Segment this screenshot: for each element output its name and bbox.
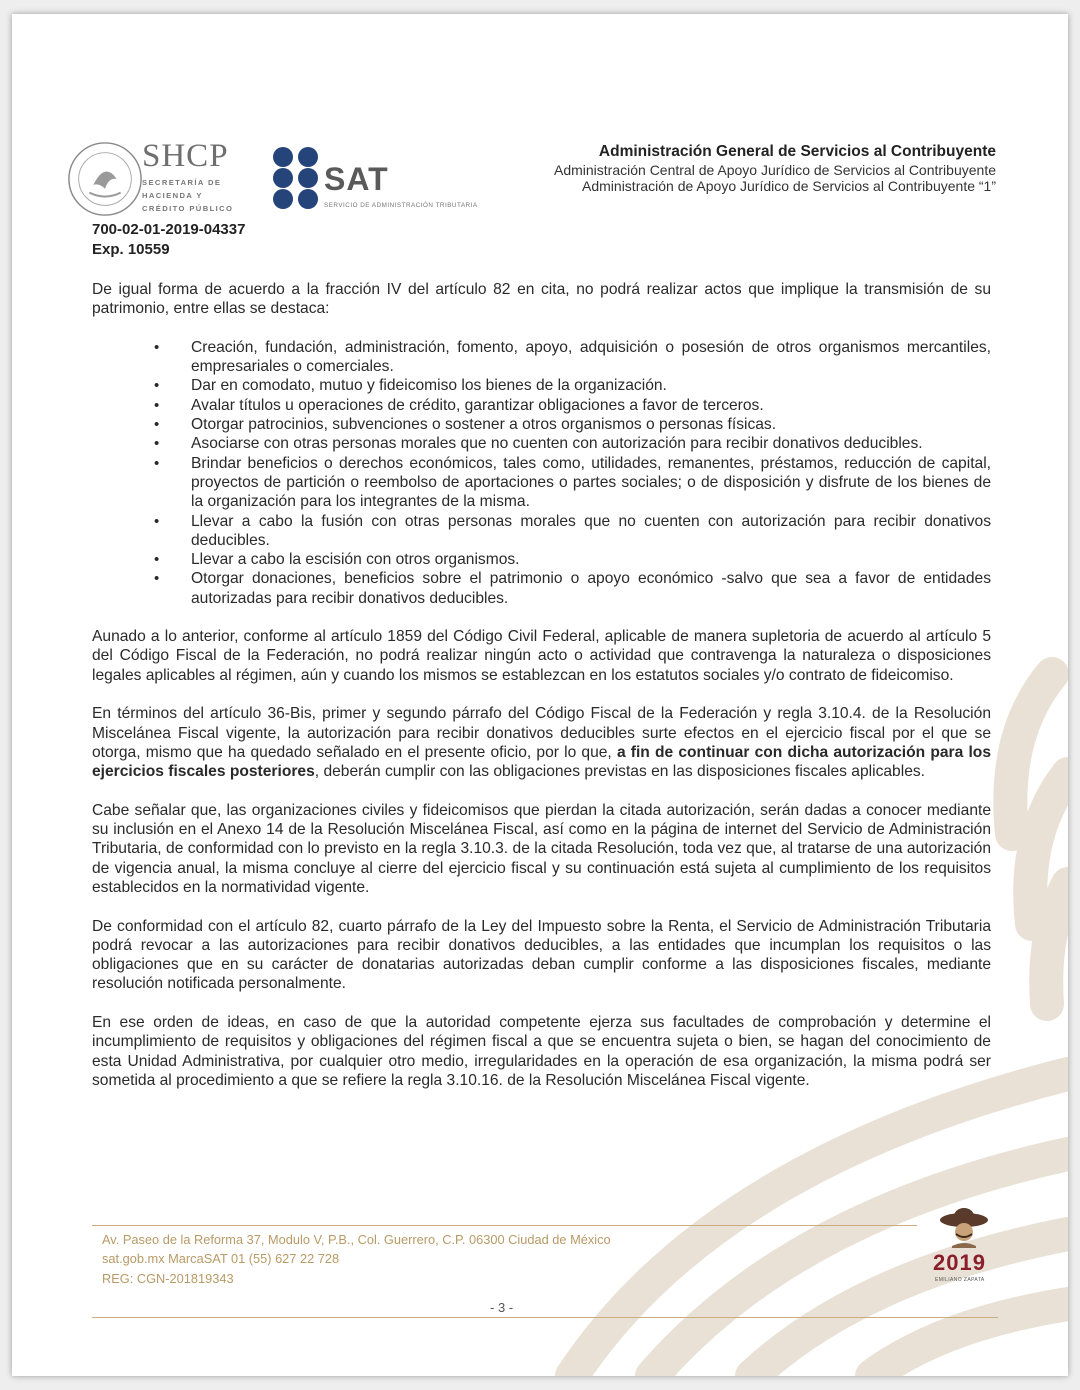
paragraph-procedure: En ese orden de ideas, en caso de que la autoridad competente ejerza sus facultades de comprobación y determine el incumplimiento de requisitos y obligaciones del régimen fiscal a que se encuentra sujeta o bien, se hagan del conocimiento de esta Unidad Administrativa, por cualquier otro medio, irregularidades en la operación de esa organización, la misma podrá ser sometida al procedimiento a que se refiere la regla 3.10.16. de la Resolución Miscelánea Fiscal vigente.	[92, 1013, 991, 1089]
list-item: • Avalar títulos u operaciones de crédito, garantizar obligaciones a favor de terceros.	[92, 396, 991, 415]
year-2019: 2019	[933, 1250, 986, 1275]
prohibited-acts-list	[92, 338, 991, 608]
paragraph-36-bis-bold: a fin de continuar con dicha autorización para los ejercicios fiscales posteriores	[92, 743, 991, 781]
reference-block	[92, 220, 245, 260]
header-line-2: Administración Central de Apoyo Jurídico de Servicios al Contribuyente	[553, 162, 996, 178]
header-administration	[554, 142, 996, 194]
sat-subtitle: SERVICIO DE ADMINISTRACIÓN TRIBUTARIA	[324, 202, 478, 209]
paragraph-36-bis-start: En términos del artículo 36-Bis, primer y segundo párrafo del Código Fiscal de la Federación y regla 3.10.4. de la Resolución Miscelánea Fiscal vigente, la autorización para recibir donativos deducibles surte efectos en el ejercicio fiscal por el que se otorga, mismo que ha quedado señalado en el presente oficio, por lo que,	[92, 705, 991, 761]
footer-address: Av. Paseo de la Reforma 37, Modulo V, P.B., Col. Guerrero, C.P. 06300 Ciudad de México	[102, 1232, 611, 1247]
footer-divider	[92, 1225, 917, 1226]
shcp-subtitle-1: SECRETARÍA DE	[142, 178, 222, 187]
intro-paragraph: De igual forma de acuerdo a la fracción IV del artículo 82 en cita, no podrá realizar actos que implique la transmisión de su patrimonio, entre ellas se destaca:	[92, 281, 991, 318]
header-line-1: Administración General de Servicios al Contribuyente	[598, 143, 996, 160]
paragraph-36-bis-end: , deberán cumplir con las obligaciones previstas en las disposiciones fiscales aplicables.	[314, 763, 925, 781]
bottom-divider	[92, 1317, 998, 1318]
list-item: • Asociarse con otras personas morales que no cuenten con autorización para recibir donativos deducibles.	[92, 434, 991, 453]
paragraph-annex-14: Cabe señalar que, las organizaciones civiles y fideicomisos que pierdan la citada autorización, serán dadas a conocer mediante su inclusión en el Anexo 14 de la Resolución Miscelánea Fiscal, así como en la página de internet del Servicio de Administración Tributaria, de conformidad con lo previsto en la regla 3.10.3. de la citada Resolución, toda vez que, al tratarse de una autorización de vigencia anual, la misma concluye al cierre del ejercicio fiscal y su continuación está sujeta al cumplimiento de los requisitos establecidos en la normatividad vigente.	[92, 801, 991, 896]
list-item: • Llevar a cabo la fusión con otras personas morales que no cuenten con autorización para recibir donativos deducibles.	[92, 512, 991, 551]
page-number: - 3 -	[490, 1300, 514, 1315]
shcp-subtitle-2: HACIENDA Y	[142, 191, 203, 200]
list-item: • Creación, fundación, administración, fomento, apoyo, adquisición o posesión de otros organismos mercantiles, empresariales o comerciales.	[92, 338, 991, 377]
paragraph-36-bis	[92, 704, 991, 781]
oficio-number: 700-02-01-2019-04337	[92, 221, 246, 238]
list-item: • Dar en comodato, mutuo y fideicomiso los bienes de la organización.	[92, 376, 991, 395]
header-line-3: Administración de Apoyo Jurídico de Servicios al Contribuyente “1”	[582, 178, 996, 194]
mexico-seal-icon	[66, 140, 144, 218]
document-body	[92, 280, 991, 1109]
shcp-logo	[142, 138, 233, 213]
sat-name: SAT	[324, 161, 389, 197]
list-item: • Llevar a cabo la escisión con otros organismos.	[92, 550, 991, 569]
shcp-name: SHCP	[142, 138, 229, 174]
expediente-number: Exp. 10559	[92, 241, 170, 258]
footer-registration: REG: CGN-201819343	[102, 1270, 234, 1286]
document-page	[12, 14, 1068, 1376]
paragraph-article-82: De conformidad con el artículo 82, cuarto párrafo de la Ley del Impuesto sobre la Renta, el Servicio de Administración Tributaria podrá revocar a las autorizaciones para recibir donativos deducibles, a las entidades que incumplan los requisitos o las obligaciones que en su carácter de donatarias autorizadas deban cumplir conforme a las disposiciones fiscales, mediante resolución notificada personalmente.	[92, 917, 991, 993]
footer-contact-line: sat.gob.mx MarcaSAT 01 (55) 627 22 728	[102, 1251, 340, 1267]
footer-contact	[102, 1230, 611, 1288]
shcp-subtitle-3: CRÉDITO PÚBLICO	[142, 204, 234, 213]
list-item: • Otorgar donaciones, beneficios sobre el patrimonio o apoyo económico -salvo que sea a favor de entidades autorizadas para recibir donativos deducibles.	[92, 569, 991, 608]
sat-dots-icon	[272, 146, 322, 210]
list-item: • Otorgar patrocinios, subvenciones o sostener a otros organismos o personas físicas.	[92, 415, 991, 434]
list-item: • Brindar beneficios o derechos económicos, tales como, utilidades, remanentes, préstamos, reducción de capital, proyectos de partición o reembolso de aportaciones o partes sociales; o de disposición y disfrute de los bienes de la organización para los integrantes de la misma.	[92, 454, 991, 512]
paragraph-civil-code: Aunado a lo anterior, conforme al artículo 1859 del Código Civil Federal, aplicable de manera supletoria de acuerdo al artículo 5 del Código Fiscal de la Federación, no podrá realizar ningún acto o actividad que contravenga la naturaleza o disposiciones legales aplicables al régimen, aún y cuando los mismos se establezcan en los estatutos sociales y/o contrato de fideicomiso.	[92, 628, 991, 684]
emblem-subtitle: EMILIANO ZAPATA	[935, 1277, 985, 1283]
